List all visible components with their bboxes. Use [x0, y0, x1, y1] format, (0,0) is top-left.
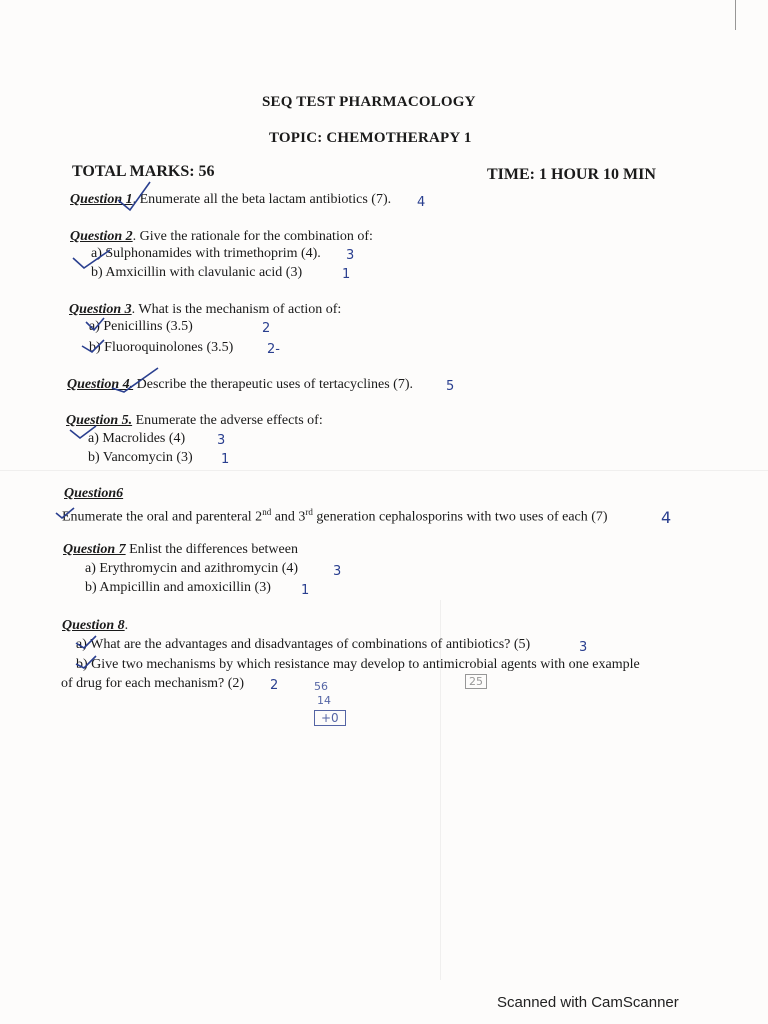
checkmark-icon — [118, 182, 150, 210]
question-text: Enumerate the adverse effects of: — [132, 413, 323, 428]
checkmark-icon — [112, 368, 158, 392]
score-mark: 1 — [342, 267, 351, 282]
checkmark-icon — [76, 656, 96, 668]
question-2-part-a: a) Sulphonamides with trimethoprim (4). — [91, 246, 321, 261]
score-mark: 2 — [262, 321, 271, 336]
question-7-part-b: b) Ampicillin and amoxicillin (3) — [85, 580, 271, 595]
score-mark: 4 — [661, 508, 672, 527]
score-mark: 1 — [301, 583, 310, 598]
checkmark-icon — [86, 318, 104, 330]
score-mark: 2- — [267, 342, 280, 357]
score-mark: 1 — [221, 452, 230, 467]
tally-line-1: 56 — [314, 680, 328, 693]
question-text: Describe the therapeutic uses of tertacyclines (7). — [133, 377, 414, 392]
question-8-part-a: a) What are the advantages and disadvantages of combinations of antibiotics? (5) — [76, 637, 531, 652]
question-text: generation cephalosporins with two uses of each (7) — [312, 509, 608, 525]
score-mark: 3 — [579, 640, 588, 655]
question-text: Enumerate the oral and parenteral 2 — [62, 509, 263, 525]
question-3-part-b: b) Fluoroquinolones (3.5) — [89, 340, 234, 355]
question-label: Question 3 — [69, 302, 132, 317]
question-3-part-a: a) Penicillins (3.5) — [89, 319, 193, 334]
question-label: Question 8 — [62, 618, 125, 633]
question-5-part-b: b) Vancomycin (3) — [88, 450, 193, 465]
score-mark: 4 — [417, 195, 426, 210]
question-label: Question 4. — [67, 377, 134, 392]
question-text: and 3 — [271, 509, 306, 525]
total-marks: TOTAL MARKS: 56 — [72, 163, 215, 180]
exam-title: SEQ TEST PHARMACOLOGY — [262, 94, 476, 110]
tally-line-2: 14 — [317, 694, 331, 707]
question-8-part-b-line1: b) Give two mechanisms by which resistance may develop to antimicrobial agents with one example — [76, 657, 640, 672]
score-mark: 5 — [446, 379, 455, 394]
score-mark: 3 — [346, 248, 355, 263]
exam-topic: TOPIC: CHEMOTHERAPY 1 — [269, 130, 472, 146]
question-label: Question6 — [64, 486, 124, 501]
question-text: . Enumerate all the beta lactam antibiotics (7). — [132, 192, 392, 207]
score-mark: 2 — [270, 678, 279, 693]
checkmark-icon — [82, 340, 104, 352]
exam-time: TIME: 1 HOUR 10 MIN — [487, 166, 656, 183]
question-5-part-a: a) Macrolides (4) — [88, 431, 186, 446]
tally-side-box: 25 — [465, 674, 487, 689]
checkmark-icon — [70, 426, 96, 438]
question-label: Question 5. — [66, 413, 133, 428]
superscript: rd — [305, 507, 313, 517]
question-2-part-b: b) Amxicillin with clavulanic acid (3) — [91, 265, 303, 280]
checkmark-icon — [56, 508, 74, 518]
question-label: Question 7 — [63, 542, 126, 557]
checkmark-icon — [73, 250, 110, 268]
scanner-watermark: Scanned with CamScanner — [497, 994, 679, 1011]
question-8-part-b-line2: of drug for each mechanism? (2) — [61, 676, 245, 691]
score-mark: 3 — [217, 433, 226, 448]
score-mark: 3 — [333, 564, 342, 579]
question-text: Enlist the differences between — [125, 542, 298, 557]
question-label: Question 1 — [70, 192, 133, 207]
checkmark-icon — [76, 636, 96, 648]
question-text: . What is the mechanism of action of: — [131, 302, 342, 317]
question-label: Question 2 — [70, 229, 133, 244]
question-text: . Give the rationale for the combination of: — [132, 229, 373, 244]
superscript: nd — [262, 507, 272, 517]
question-7-part-a: a) Erythromycin and azithromycin (4) — [85, 561, 299, 576]
question-label-dot: . — [124, 618, 129, 633]
tally-total-box: +0 — [314, 710, 346, 726]
